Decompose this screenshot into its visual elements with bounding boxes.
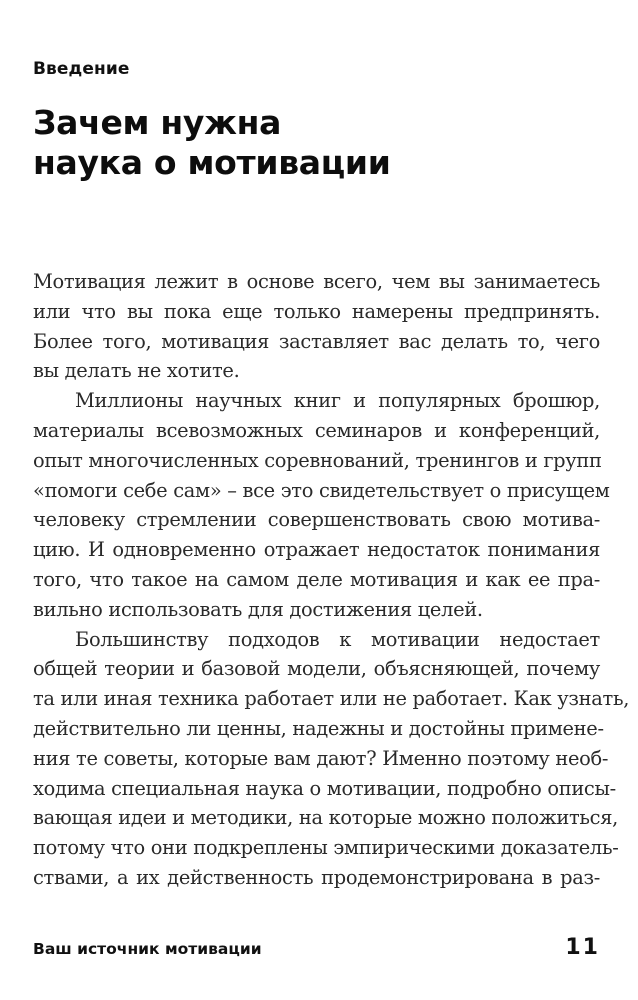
text-line: того, что такое на самом деле мотивация и как ее пра- — [33, 567, 600, 591]
chapter-title-line: Зачем нужна — [33, 103, 282, 142]
body-text — [33, 267, 630, 893]
text-line: ходима специальная наука о мотивации, подробно описы- — [33, 776, 616, 800]
page-number: 11 — [565, 935, 600, 960]
text-line: та или иная техника работает или не работает. Как узнать, — [33, 687, 630, 711]
chapter-title-line: наука о мотивации — [33, 143, 391, 182]
text-line: вы делать не хотите. — [33, 359, 240, 383]
section-label: Введение — [33, 59, 130, 79]
text-line: Более того, мотивация заставляет вас делать то, чего — [33, 329, 600, 353]
text-line: Большинству подходов к мотивации недостает — [75, 627, 600, 651]
text-line: потому что они подкреплены эмпирическими доказатель- — [33, 836, 619, 860]
text-line: общей теории и базовой модели, объясняющей, почему — [33, 657, 600, 681]
text-line: действительно ли ценны, надежны и достойны примене- — [33, 716, 604, 740]
running-footer-title: Ваш источник мотивации — [33, 940, 262, 958]
text-line: или что вы пока еще только намерены предпринять. — [33, 299, 600, 323]
text-line: ния те советы, которые вам дают? Именно поэтому необ- — [33, 746, 609, 770]
text-line: «помоги себе сам» – все это свидетельствует о присущем — [33, 478, 610, 502]
text-line: человеку стремлении совершенствовать свою мотива- — [33, 508, 600, 532]
chapter-title — [33, 103, 593, 183]
text-line: цию. И одновременно отражает недостаток понимания — [33, 538, 600, 562]
text-line: Мотивация лежит в основе всего, чем вы занимаетесь — [33, 270, 600, 293]
text-line: материалы всевозможных семинаров и конференций, — [33, 418, 600, 442]
text-line: Миллионы научных книг и популярных брошюр, — [75, 389, 600, 413]
text-line: опыт многочисленных соревнований, тренингов и групп — [33, 448, 602, 472]
text-line: вильно использовать для достижения целей. — [33, 597, 483, 621]
text-line: ствами, а их действенность продемонстрирована в раз- — [33, 865, 600, 889]
text-line: вающая идеи и методики, на которые можно положиться, — [33, 806, 619, 830]
